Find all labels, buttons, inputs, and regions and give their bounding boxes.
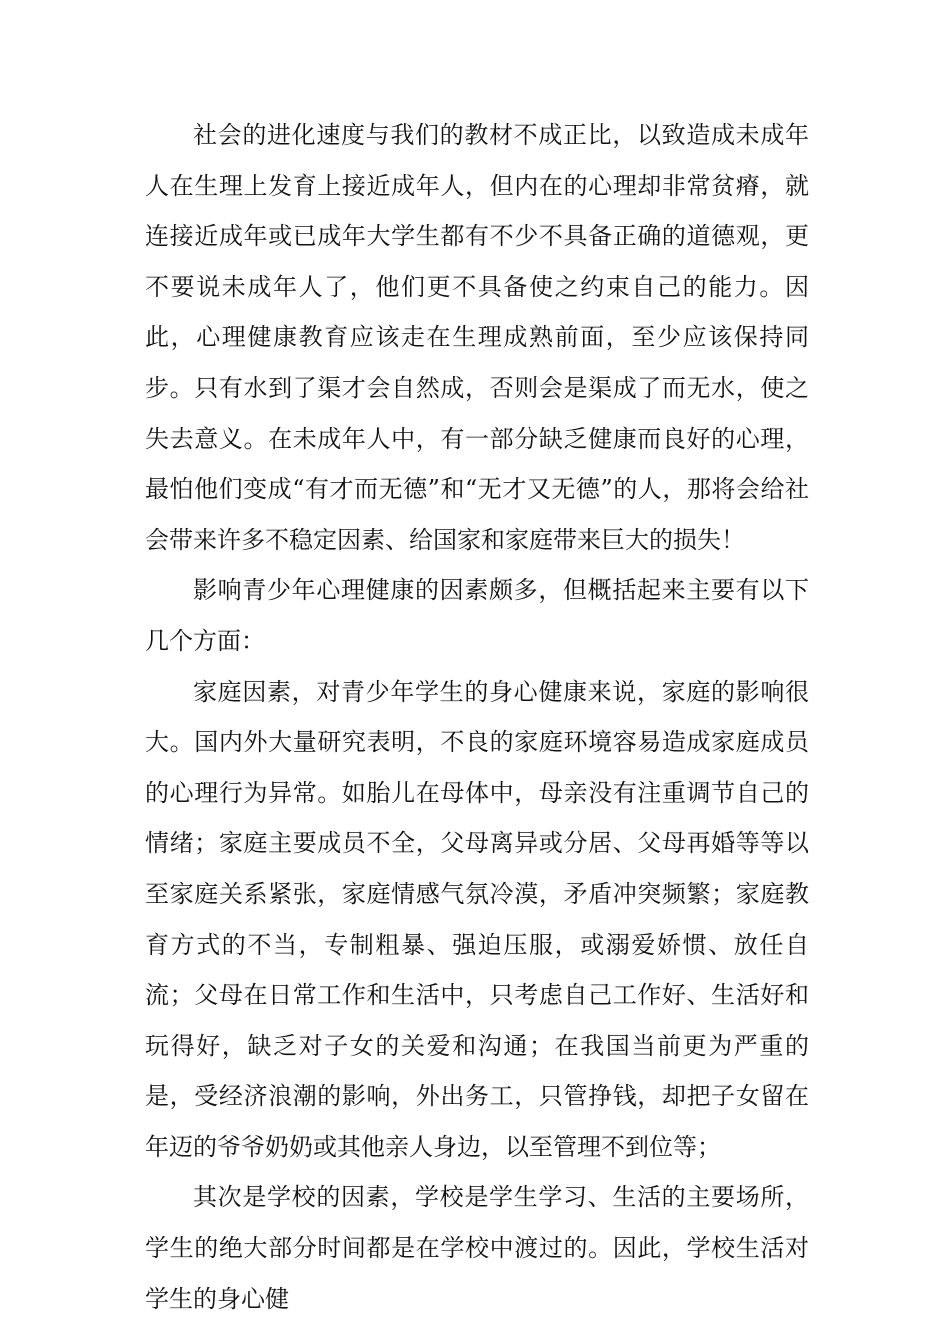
paragraph-social-progress: 社会的进化速度与我们的教材不成正比，以致造成未成年人在生理上发育上接近成年人，但内在的心理却非常贫瘠，就连接近成年或已成年大学生都有不少不具备正确的道德观，更不要说未成年人了，他们更不具备使之约束自己的能力。因此，心理健康教育应该走在生理成熟前面，至少应该保持同步。只有水到了渠才会自然成，否则会是渠成了而无水，使之失去意义。在未成年人中，有一部分缺乏健康而良好的心理，最怕他们变成“有才而无德”和“无才又无德”的人，那将会给社会带来许多不稳定因素、给国家和家庭带来巨大的损失！ <box>145 121 809 554</box>
paragraph-family-factors: 家庭因素，对青少年学生的身心健康来说，家庭的影响很大。国内外大量研究表明，不良的家庭环境容易造成家庭成员的心理行为异常。如胎儿在母体中，母亲没有注重调节自己的情绪；家庭主要成员不全，父母离异或分居、父母再婚等等以至家庭关系紧张，家庭情感气氛冷漠，矛盾冲突频繁；家庭教育方式的不当，专制粗暴、强迫压服，或溺爱娇惯、放任自流；父母在日常工作和生活中，只考虑自己工作好、生活好和玩得好，缺乏对子女的关爱和沟通；在我国当前更为严重的是，受经济浪潮的影响，外出务工，只管挣钱，却把子女留在年迈的爷爷奶奶或其他亲人身边，以至管理不到位等； <box>145 677 809 1161</box>
paragraph-influencing-factors: 影响青少年心理健康的因素颇多，但概括起来主要有以下几个方面： <box>145 576 809 655</box>
paragraph-school-factors: 其次是学校的因素，学校是学生学习、生活的主要场所，学生的绝大部分时间都是在学校中渡过的。因此，学校生活对学生的身心健 <box>145 1183 809 1313</box>
body-text <box>145 110 809 1324</box>
